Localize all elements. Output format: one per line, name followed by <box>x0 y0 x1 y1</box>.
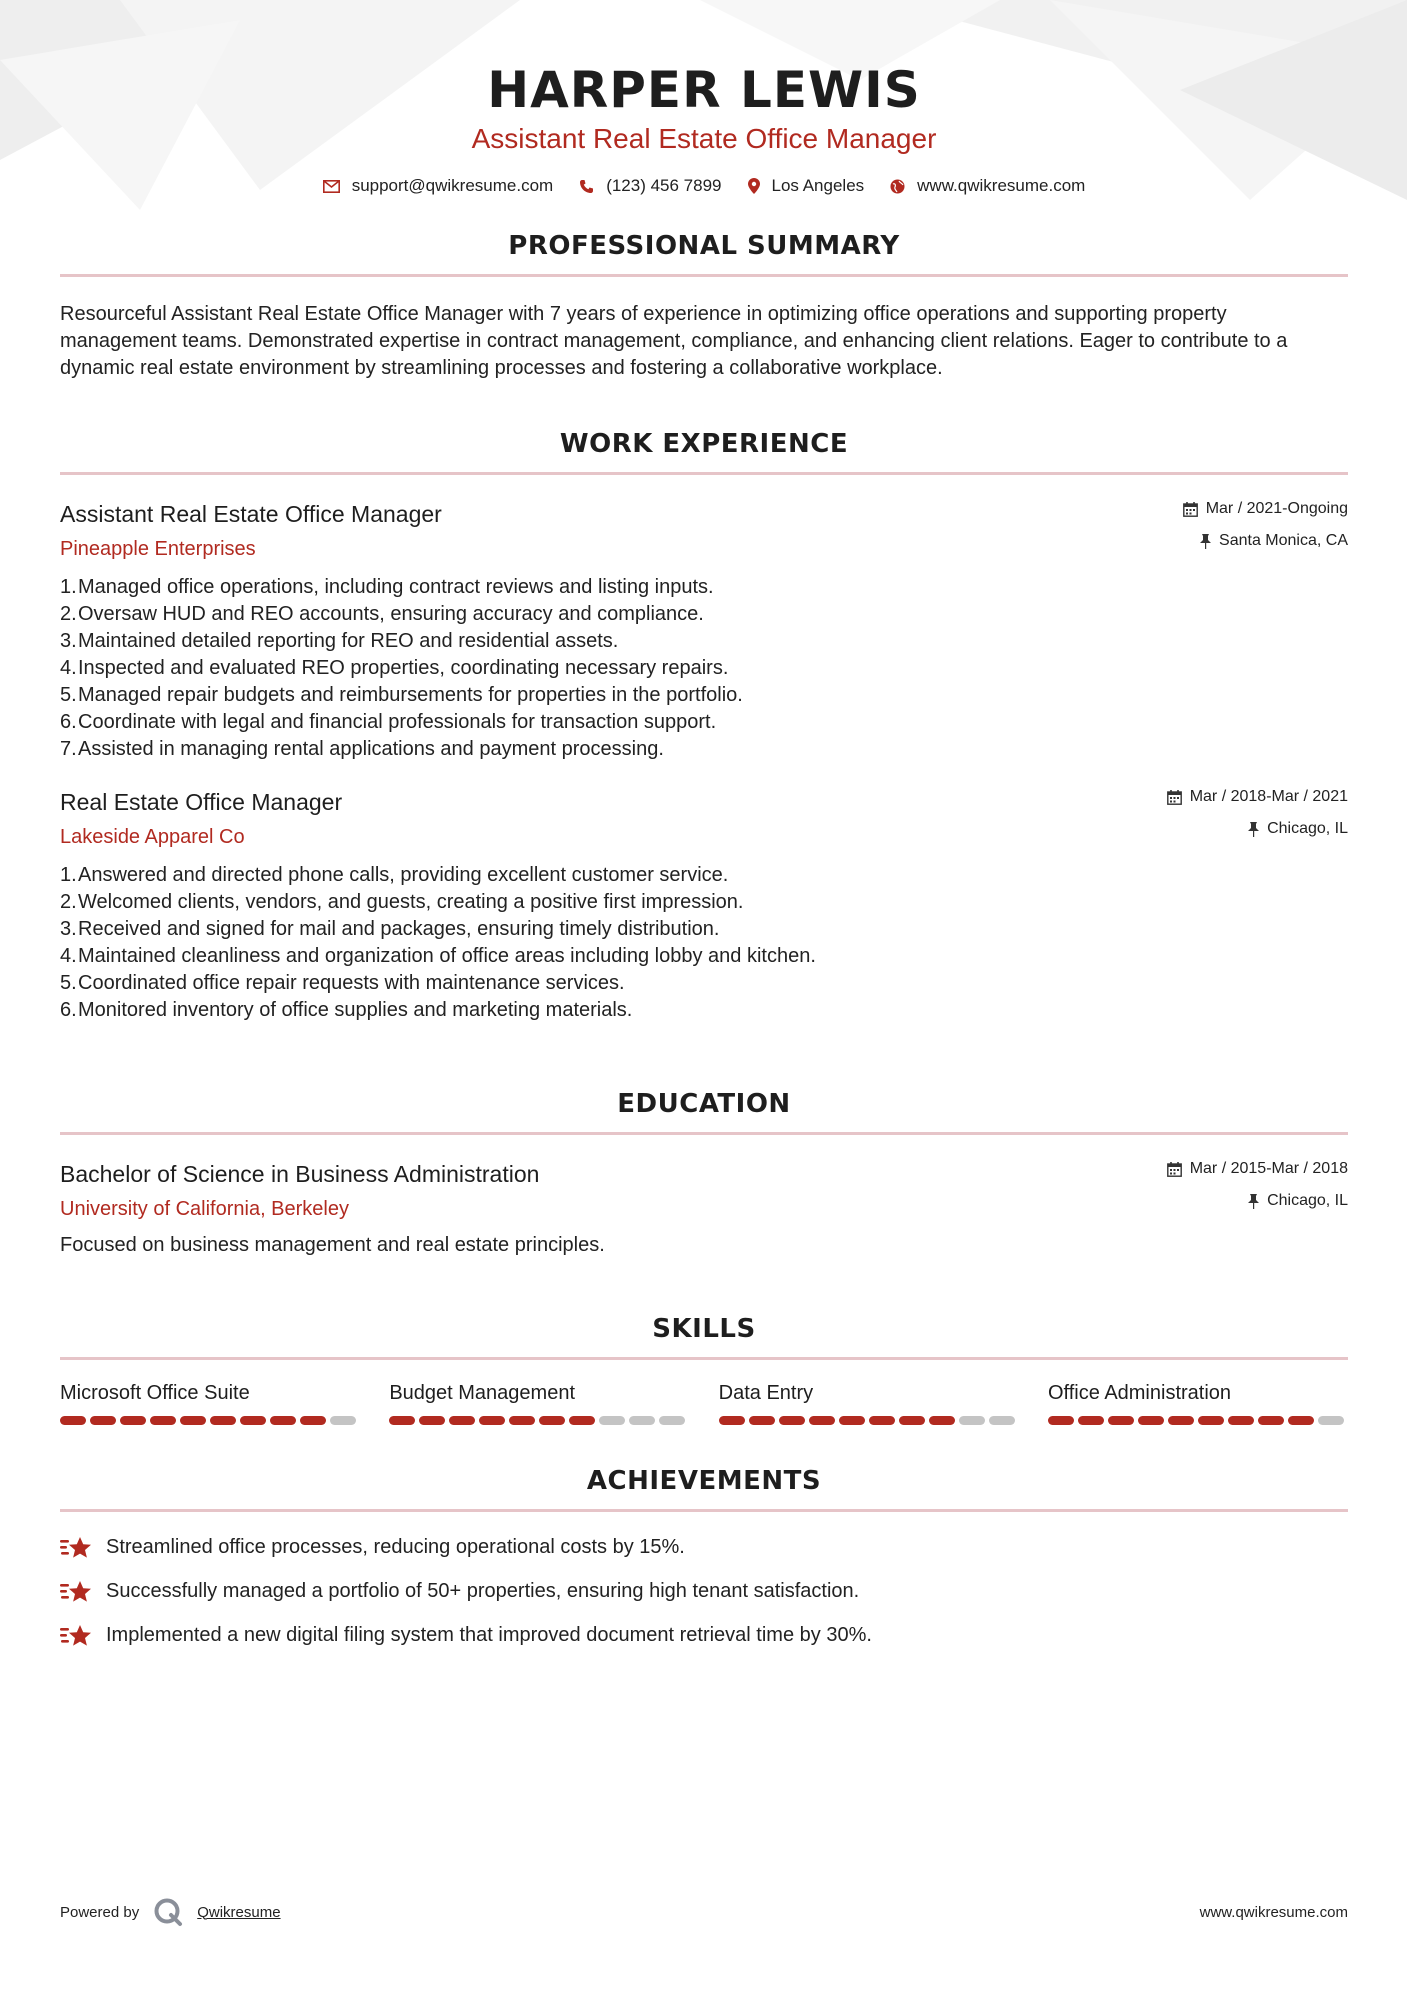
education-entry <box>60 1159 1348 1259</box>
section-divider <box>60 274 1348 277</box>
skill-rating <box>389 1416 689 1425</box>
candidate-name: HARPER LEWIS <box>487 61 921 119</box>
skill-dot-filled <box>749 1416 775 1425</box>
contact-website[interactable] <box>890 176 1085 196</box>
skill-dot-filled <box>419 1416 445 1425</box>
work-experience-heading: WORK EXPERIENCE <box>559 429 849 459</box>
skill-dot-filled <box>1258 1416 1284 1425</box>
section-divider <box>60 472 1348 475</box>
skill-dot-empty <box>989 1416 1015 1425</box>
skill-dot-filled <box>899 1416 925 1425</box>
skill-item <box>389 1380 689 1425</box>
list-item: 7. Assisted in managing rental applications and payment processing. <box>60 738 664 760</box>
list-item: 3. Received and signed for mail and packages, ensuring timely distribution. <box>60 918 720 940</box>
skill-dot-filled <box>120 1416 146 1425</box>
skill-dot-filled <box>1138 1416 1164 1425</box>
skill-dot-filled <box>719 1416 745 1425</box>
job-location: Santa Monica, CA <box>1219 532 1348 549</box>
list-item <box>60 1622 1348 1649</box>
school-name: University of California, Berkeley <box>60 1198 349 1220</box>
phone-icon <box>579 179 594 194</box>
candidate-role: Assistant Real Estate Office Manager <box>471 123 937 154</box>
achievement-text: Successfully managed a portfolio of 50+ properties, ensuring high tenant satisfaction. <box>106 1580 860 1602</box>
brand-link[interactable]: Qwikresume <box>197 1903 281 1921</box>
list-item: 6. Coordinate with legal and financial professionals for transaction support. <box>60 711 717 733</box>
achievements-heading: ACHIEVEMENTS <box>586 1466 822 1496</box>
contact-email-text: support@qwikresume.com <box>351 176 554 195</box>
contact-bar <box>60 176 1348 196</box>
summary-text: Resourceful Assistant Real Estate Office Manager with 7 years of experience in optimizing office operations and supporting property management teams. Demonstrated expertise in contract management, compliance, and enhancing client relations. Eager to contribute to a dynamic real estate environment by streamlining processes and fostering a collaborative workplace. <box>60 303 1288 379</box>
summary-heading: PROFESSIONAL SUMMARY <box>508 231 900 261</box>
skill-dot-empty <box>629 1416 655 1425</box>
skill-dot-filled <box>509 1416 535 1425</box>
contact-phone-text: (123) 456 7899 <box>606 176 722 195</box>
job-bullets <box>60 574 1348 763</box>
list-item: 2. Oversaw HUD and REO accounts, ensuring accuracy and compliance. <box>60 603 704 625</box>
resume-page <box>60 0 1348 1649</box>
job-title: Real Estate Office Manager <box>60 789 343 815</box>
section-divider <box>60 1132 1348 1135</box>
skill-dot-filled <box>240 1416 266 1425</box>
footer-website[interactable]: www.qwikresume.com <box>1199 1903 1348 1921</box>
section-divider <box>60 1509 1348 1512</box>
skill-dot-filled <box>1048 1416 1074 1425</box>
calendar-icon <box>1167 1162 1182 1177</box>
skill-dot-filled <box>779 1416 805 1425</box>
pushpin-icon <box>1248 822 1259 837</box>
skill-rating <box>60 1416 360 1425</box>
list-item: 5. Coordinated office repair requests with maintenance services. <box>60 972 625 994</box>
list-item: 5. Managed repair budgets and reimbursements for properties in the portfolio. <box>60 684 743 706</box>
skill-dot-filled <box>539 1416 565 1425</box>
skill-dot-filled <box>1288 1416 1314 1425</box>
skill-dot-filled <box>270 1416 296 1425</box>
skill-dot-filled <box>479 1416 505 1425</box>
skill-dot-filled <box>150 1416 176 1425</box>
job-meta <box>1167 787 1348 839</box>
job-dates: Mar / 2021-Ongoing <box>1205 500 1348 517</box>
calendar-icon <box>1183 502 1198 517</box>
skill-dot-filled <box>569 1416 595 1425</box>
company-name: Lakeside Apparel Co <box>60 826 245 848</box>
page-footer <box>60 1897 1348 1927</box>
star-badge-icon <box>60 1623 92 1649</box>
job-entry <box>60 499 1348 763</box>
skill-item <box>60 1380 360 1425</box>
skill-dot-empty <box>659 1416 685 1425</box>
skill-name: Budget Management <box>389 1382 576 1404</box>
calendar-icon <box>1167 790 1182 805</box>
skill-dot-filled <box>869 1416 895 1425</box>
job-title: Assistant Real Estate Office Manager <box>60 501 442 527</box>
skill-dot-filled <box>449 1416 475 1425</box>
star-badge-icon <box>60 1579 92 1605</box>
job-meta <box>1183 499 1348 551</box>
skill-dot-filled <box>1198 1416 1224 1425</box>
skill-dot-filled <box>1228 1416 1254 1425</box>
achievement-text: Implemented a new digital filing system that improved document retrieval time by 30%. <box>106 1624 872 1646</box>
skill-item <box>719 1380 1019 1425</box>
list-item <box>60 1534 1348 1561</box>
education-location: Chicago, IL <box>1267 1192 1348 1209</box>
star-badge-icon <box>60 1535 92 1561</box>
skill-name: Office Administration <box>1047 1382 1232 1404</box>
skill-dot-empty <box>330 1416 356 1425</box>
job-location: Chicago, IL <box>1267 820 1348 837</box>
skill-dot-filled <box>180 1416 206 1425</box>
achievement-text: Streamlined office processes, reducing operational costs by 15%. <box>106 1536 685 1558</box>
skill-dot-filled <box>300 1416 326 1425</box>
skills-grid <box>60 1380 1348 1425</box>
pushpin-icon <box>1200 534 1211 549</box>
achievements-list <box>60 1534 1348 1649</box>
list-item: 1. Managed office operations, including contract reviews and listing inputs. <box>60 576 714 598</box>
list-item: 6. Monitored inventory of office supplies and marketing materials. <box>60 999 633 1021</box>
education-heading: EDUCATION <box>617 1089 791 1119</box>
skill-dot-empty <box>599 1416 625 1425</box>
skill-name: Data Entry <box>718 1382 814 1404</box>
contact-email[interactable] <box>323 176 554 196</box>
degree-title: Bachelor of Science in Business Administration <box>60 1161 540 1187</box>
job-entry <box>60 787 1348 1024</box>
powered-by-label: Powered by <box>60 1903 140 1921</box>
map-pin-icon <box>748 178 760 194</box>
skill-dot-filled <box>929 1416 955 1425</box>
skill-dot-filled <box>1108 1416 1134 1425</box>
contact-location-text: Los Angeles <box>771 176 865 195</box>
contact-phone[interactable] <box>579 176 721 196</box>
skill-dot-filled <box>839 1416 865 1425</box>
section-divider <box>60 1357 1348 1360</box>
skill-dot-filled <box>1168 1416 1194 1425</box>
pushpin-icon <box>1248 1194 1259 1209</box>
skill-dot-filled <box>809 1416 835 1425</box>
list-item: 1. Answered and directed phone calls, providing excellent customer service. <box>60 864 729 886</box>
education-meta <box>1167 1159 1348 1211</box>
skill-dot-empty <box>1318 1416 1344 1425</box>
skill-dot-filled <box>1078 1416 1104 1425</box>
education-description: Focused on business management and real estate principles. <box>60 1234 605 1256</box>
skill-item <box>1048 1380 1348 1425</box>
education-dates: Mar / 2015-Mar / 2018 <box>1189 1160 1348 1177</box>
contact-website-text: www.qwikresume.com <box>917 176 1086 195</box>
qwikresume-logo <box>153 1897 183 1927</box>
list-item <box>60 1578 1348 1605</box>
company-name: Pineapple Enterprises <box>60 538 256 560</box>
skill-dot-filled <box>60 1416 86 1425</box>
job-bullets <box>60 862 1348 1024</box>
skill-rating <box>1048 1416 1348 1425</box>
skill-rating <box>719 1416 1019 1425</box>
job-dates: Mar / 2018-Mar / 2021 <box>1189 788 1348 805</box>
contact-location <box>748 176 865 196</box>
list-item: 3. Maintained detailed reporting for REO and residential assets. <box>60 630 619 652</box>
skill-dot-filled <box>90 1416 116 1425</box>
skills-heading: SKILLS <box>652 1314 756 1344</box>
skill-name: Microsoft Office Suite <box>60 1382 250 1404</box>
list-item: 2. Welcomed clients, vendors, and guests, creating a positive first impression. <box>60 891 744 913</box>
globe-icon <box>890 179 905 194</box>
envelope-icon <box>323 180 340 193</box>
resume-header <box>60 0 1348 196</box>
list-item: 4. Maintained cleanliness and organization of office areas including lobby and kitchen. <box>60 945 816 967</box>
skill-dot-empty <box>959 1416 985 1425</box>
skill-dot-filled <box>389 1416 415 1425</box>
list-item: 4. Inspected and evaluated REO properties, coordinating necessary repairs. <box>60 657 729 679</box>
skill-dot-filled <box>210 1416 236 1425</box>
